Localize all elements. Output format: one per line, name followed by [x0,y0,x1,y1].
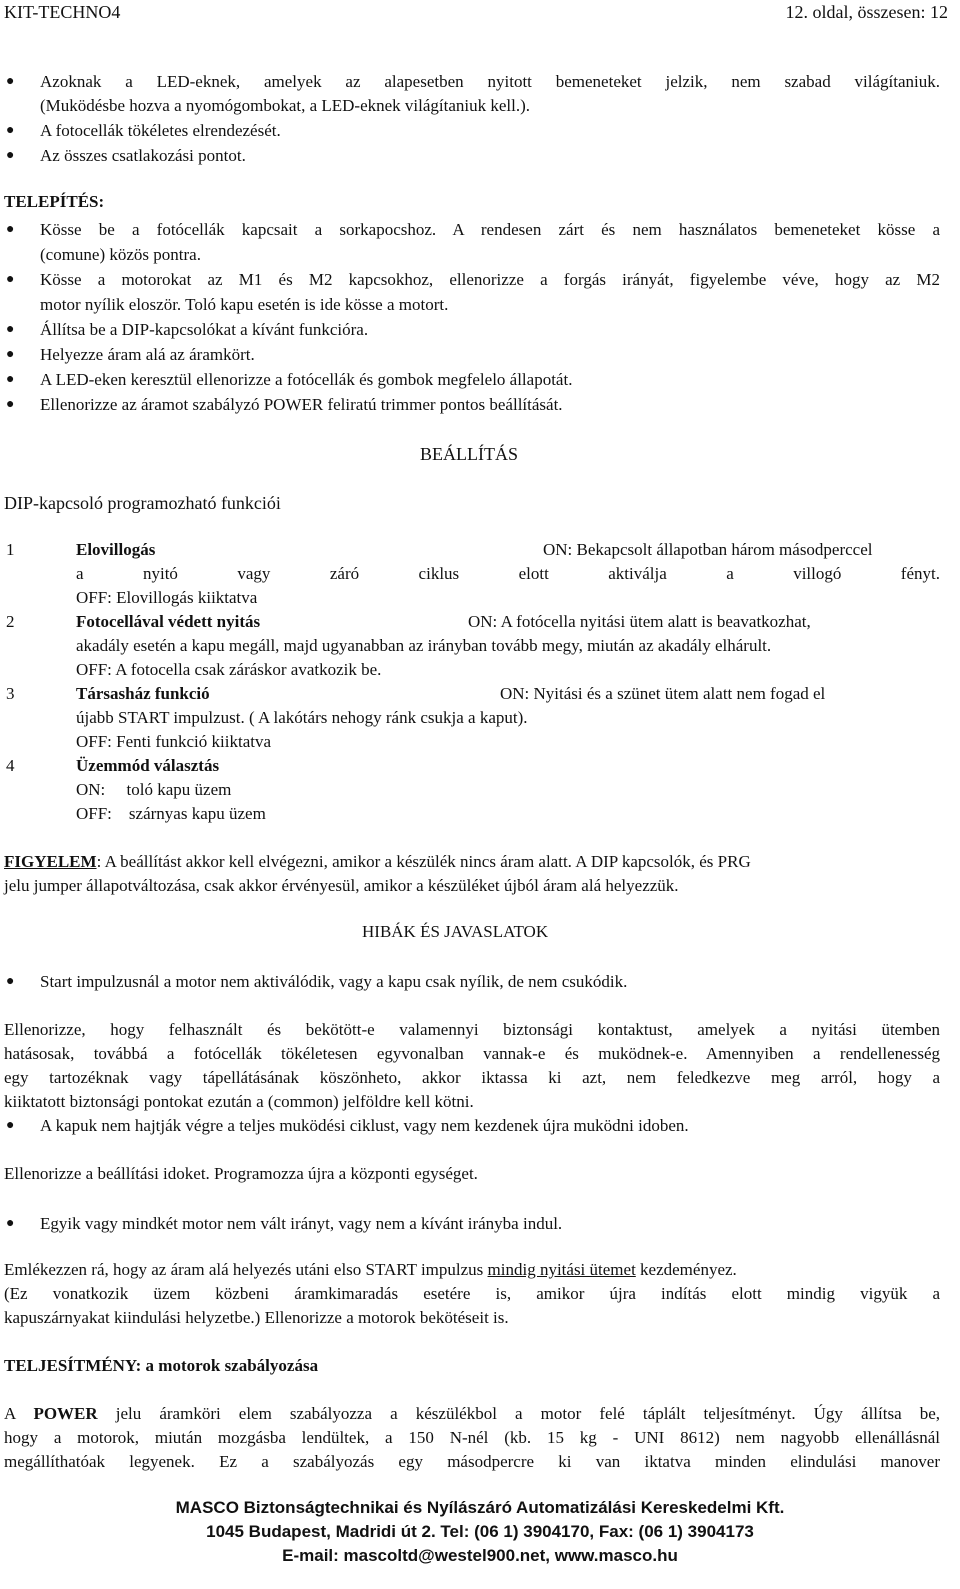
bullet-icon: ● [6,322,15,337]
dip-on-description: ON: Nyitási és a szünet ütem alatt nem fogad el [500,684,826,703]
dip-function-name: Társasház funkció [76,684,210,703]
intro-bullet-1-line-2: (Muködésbe hozva a nyomógombokat, a LED-eknek világítaniuk kell.). [40,96,531,115]
dip-number: 1 [6,540,15,559]
dip-function-name: Üzemmód választás [76,756,220,775]
fault-paragraph-4-line-1: (Ez vonatkozik üzem közbeni áramkimaradás esetére is, amikor újra indítás elott mindig vigyük a [4,1284,940,1303]
bullet-icon: ● [6,974,15,989]
dip-on-description: ON: A fotócella nyitási ütem alatt is beavatkozhat, [468,612,811,631]
fault-paragraph-1-line-1: Ellenorizze, hogy felhasznált és bekötött-e valamennyi biztonsági kontaktust, amelyek a nyitási ütemben [4,1020,940,1039]
bullet-icon: ● [6,74,15,89]
dip-number: 4 [6,756,15,775]
warning-text: : A beállítást akkor kell elvégezni, amikor a készülék nincs áram alatt. A DIP kapcsolók, és PRG [96,852,751,871]
install-bullet-5: A LED-eken keresztül ellenorizze a fotócellák és gombok megfelelo állapotát. [40,370,573,389]
dip-off-description: OFF: szárnyas kapu üzem [76,804,266,823]
dip-on-description: ON: Bekapcsolt állapotban három másodperccel [543,540,873,559]
bullet-icon: ● [6,148,15,163]
dip-number: 3 [6,684,15,703]
intro-bullet-1-line-1: Azoknak a LED-eknek, amelyek az alapesetben nyitott bemeneteket jelzik, nem szabad világítaniuk. [40,72,940,91]
intro-bullet-2: A fotocellák tökéletes elrendezését. [40,121,281,140]
settings-title: BEÁLLÍTÁS [420,444,518,464]
power-heading: TELJESÍTMÉNY: a motorok szabályozása [4,1356,319,1375]
fault-paragraph-1-line-2: hatásosak, továbbá a fotócellák tökéletesen egyvonalban vannak-e és muködnek-e. Amennyiben a rendellenesség [4,1044,940,1063]
header-page-number: 12. oldal, összesen: 12 [785,2,948,22]
fault-paragraph-1-line-4: kiiktatott biztonsági pontokat ezután a (common) jelföldre kell kötni. [4,1092,474,1111]
dip-function-name: Elovillogás [76,540,156,559]
bullet-icon: ● [6,1216,15,1231]
dip-description-line: akadály esetén a kapu megáll, majd ugyanabban az irányban tovább megy, miután az akadály elhárult. [76,636,772,655]
fault-paragraph-3-start: Emlékezzen rá, hogy az áram alá helyezés utáni elso START impulzus [4,1260,488,1279]
install-bullet-3: Állítsa be a DIP-kapcsolókat a kívánt funkcióra. [40,320,369,339]
install-heading: TELEPÍTÉS: [4,192,105,211]
dip-off-description: OFF: Fenti funkció kiiktatva [76,732,272,751]
intro-bullet-3: Az összes csatlakozási pontot. [40,146,246,165]
install-bullet-4: Helyezze áram alá az áramkört. [40,345,255,364]
bullet-icon: ● [6,222,15,237]
power-keyword: POWER [33,1404,98,1423]
power-text-line-3: megállíthatóak legyenek. Ez a szabályozás egy másodpercre ki van iktatva minden elindulási manover [4,1452,940,1471]
dip-description-line: újabb START impulzust. ( A lakótárs nehogy ránk csukja a kaput). [76,708,528,727]
install-bullet-2-line-2: motor nyílik eloször. Toló kapu esetén is ide kösse a motort. [40,295,449,314]
warning-label: FIGYELEM [4,852,97,871]
dip-description-line: a nyitó vagy záró ciklus elott aktiválja a villogó fényt. [76,564,940,583]
install-bullet-2-line-1: Kösse a motorokat az M1 és M2 kapcsokhoz, ellenorizze a forgás irányát, figyelembe véve, hogy az M2 [40,270,940,289]
faults-title: HIBÁK ÉS JAVASLATOK [362,922,549,941]
dip-on-description: ON: toló kapu üzem [76,780,232,799]
header-title: KIT-TECHNO4 [4,2,121,22]
bullet-icon: ● [6,397,15,412]
fault-bullet-2: A kapuk nem hajtják végre a teljes muködési ciklust, vagy nem kezdenek újra muködni idoben. [40,1116,689,1135]
dip-off-description: OFF: A fotocella csak záráskor avatkozik be. [76,660,382,679]
bullet-icon: ● [6,372,15,387]
fault-paragraph-4-line-2: kapuszárnyakat kiindulási helyzetbe.) Ellenorizze a motorok bekötéseit is. [4,1308,509,1327]
dip-function-name: Fotocellával védett nyitás [76,612,261,631]
bullet-icon: ● [6,123,15,138]
power-text-start: A [4,1404,34,1423]
install-bullet-1-line-2: (comune) közös pontra. [40,245,201,264]
fault-paragraph-1-line-3: egy tartozéknak vagy tápellátásának köszönheto, akkor iktassa ki azt, nem feledkezve meg arról, hogy a [4,1068,940,1087]
dip-title: DIP-kapcsoló programozható funkciói [4,493,281,513]
footer-contact: E-mail: mascoltd@westel900.net, www.masco.hu [282,1546,678,1565]
footer-address: 1045 Budapest, Madridi út 2. Tel: (06 1) 3904170, Fax: (06 1) 3904173 [206,1522,754,1541]
warning-text-line-2: jelu jumper állapotváltozása, csak akkor érvényesül, amikor a készüléket újból áram alá helyezzük. [4,876,679,895]
bullet-icon: ● [6,347,15,362]
bullet-icon: ● [6,1118,15,1133]
fault-bullet-1: Start impulzusnál a motor nem aktiválódik, vagy a kapu csak nyílik, de nem csukódik. [40,972,628,991]
fault-paragraph-3-underlined: mindig nyitási ütemet [487,1260,636,1279]
power-text-line-1: jelu áramköri elem szabályozza a készülékbol a motor felé táplált teljesítményt. Úgy állítsa be, [97,1404,941,1423]
install-bullet-6: Ellenorizze az áramot szabályzó POWER feliratú trimmer pontos beállítását. [40,395,563,414]
fault-paragraph-3-end: kezdeményez. [635,1260,737,1279]
install-bullet-1-line-1: Kösse be a fotócellák kapcsait a sorkapocshoz. A rendesen zárt és nem használatos bemeneteket kösse a [40,220,940,239]
dip-off-description: OFF: Elovillogás kiiktatva [76,588,258,607]
fault-paragraph-2: Ellenorizze a beállítási idoket. Programozza újra a központi egységet. [4,1164,478,1183]
footer-company: MASCO Biztonságtechnikai és Nyílászáró Automatizálási Kereskedelmi Kft. [175,1498,785,1517]
dip-number: 2 [6,612,15,631]
power-text-line-2: hogy a motorok, miután mozgásba lendültek, a 150 N-nél (kb. 15 kg - UNI 8612) nem nagyobb ellenállásnál [4,1428,940,1447]
bullet-icon: ● [6,272,15,287]
fault-bullet-3: Egyik vagy mindkét motor nem vált irányt, vagy nem a kívánt irányba indul. [40,1214,563,1233]
